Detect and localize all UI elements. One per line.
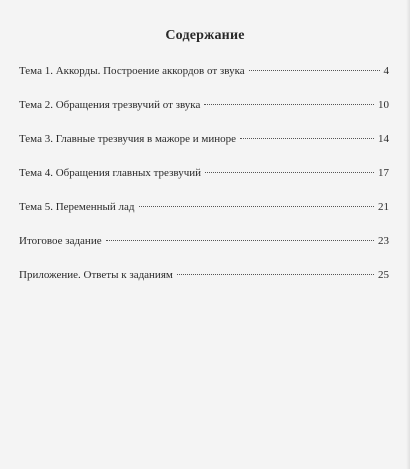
toc-entry-page: 14	[378, 133, 389, 145]
toc-entry-label: Тема 3. Главные трезвучия в мажоре и миноре	[19, 133, 236, 145]
toc-entry[interactable]	[19, 235, 389, 269]
toc-entry-label: Тема 2. Обращения трезвучий от звука	[19, 99, 201, 111]
toc-entry-page: 23	[378, 235, 389, 247]
toc-entry[interactable]	[19, 133, 389, 167]
dot-leader	[139, 206, 374, 207]
toc-entry-label: Тема 5. Переменный лад	[19, 201, 135, 213]
page-edge-shadow	[406, 0, 410, 469]
toc-entry-page: 4	[383, 65, 389, 77]
dot-leader	[177, 274, 374, 275]
toc-entry[interactable]	[19, 201, 389, 235]
page-title: Содержание	[165, 28, 245, 43]
dot-leader	[106, 240, 374, 241]
toc-entry-page: 10	[378, 99, 389, 111]
toc-entry[interactable]	[19, 99, 389, 133]
toc-entry[interactable]	[19, 269, 389, 303]
table-of-contents	[19, 65, 389, 303]
toc-entry-label: Тема 4. Обращения главных трезвучий	[19, 167, 202, 179]
toc-entry[interactable]	[19, 65, 389, 99]
dot-leader	[204, 104, 374, 105]
toc-entry-page: 25	[378, 269, 389, 281]
dot-leader	[205, 172, 374, 173]
toc-entry[interactable]	[19, 167, 389, 201]
toc-entry-page: 17	[378, 167, 389, 179]
toc-entry-label: Итоговое задание	[19, 235, 102, 247]
toc-entry-label: Приложение. Ответы к заданиям	[19, 269, 173, 281]
toc-entry-label: Тема 1. Аккорды. Построение аккордов от звука	[19, 65, 245, 77]
toc-entry-page: 21	[378, 201, 389, 213]
dot-leader	[240, 138, 374, 139]
dot-leader	[249, 70, 380, 71]
